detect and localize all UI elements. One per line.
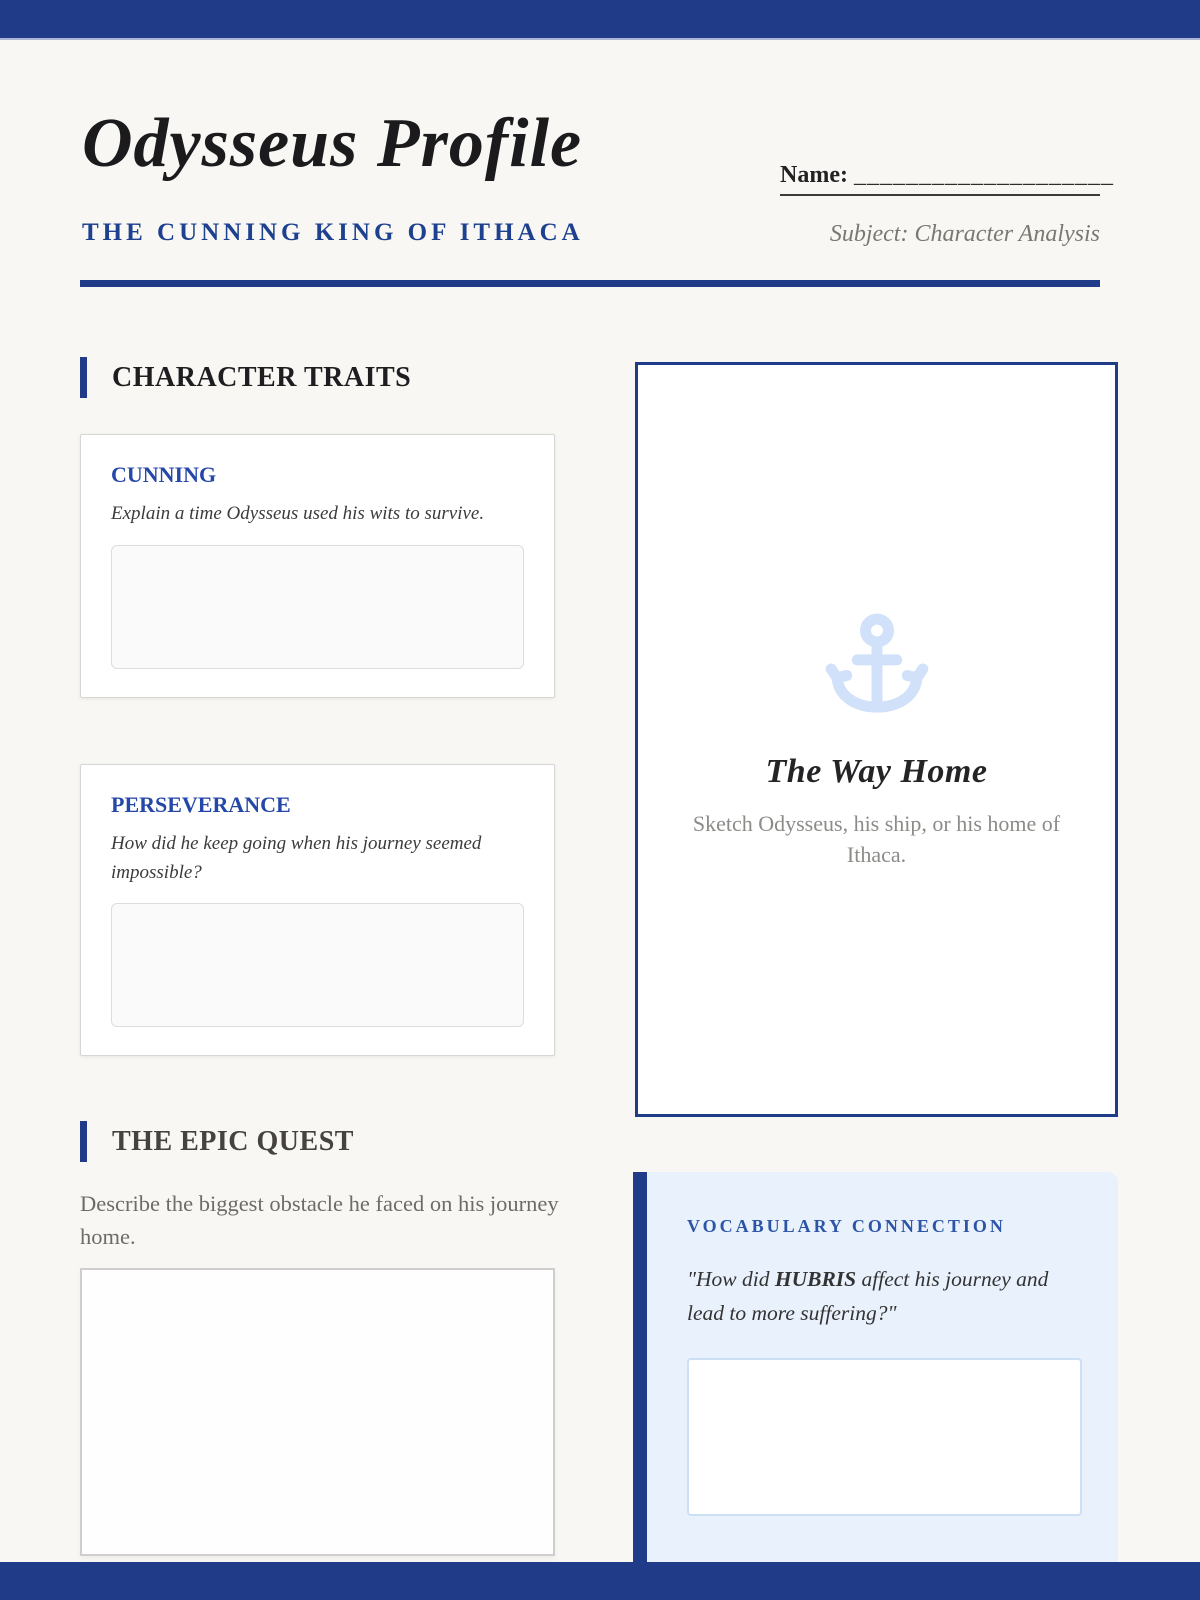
trait-card-title: CUNNING — [111, 462, 217, 487]
cunning-answer-box[interactable] — [111, 545, 524, 669]
name-label: Name: — [780, 162, 848, 188]
name-field[interactable] — [780, 162, 1114, 196]
hubris-term: HUBRIS — [774, 1267, 857, 1291]
top-accent-bar — [0, 0, 1200, 40]
sketch-caption: Sketch Odysseus, his ship, or his home of Ithaca. — [692, 810, 1061, 867]
section-heading-epic-quest — [80, 1121, 354, 1162]
trait-card-prompt: Explain a time Odysseus used his wits to survive. — [111, 503, 485, 524]
vocab-heading: VOCABULARY CONNECTION — [687, 1216, 1006, 1236]
vocab-panel — [633, 1172, 1118, 1562]
anchor-icon — [822, 609, 932, 719]
page-title: Odysseus Profile — [82, 105, 583, 182]
quest-prompt: Describe the biggest obstacle he faced on his journey home. — [80, 1191, 559, 1249]
sketch-title: The Way Home — [765, 752, 988, 790]
page-subtitle: THE CUNNING KING OF ITHACA — [82, 219, 584, 246]
section-heading-label: THE EPIC QUEST — [112, 1125, 354, 1157]
subject-label: Subject: Character Analysis — [829, 221, 1100, 247]
sketch-box[interactable] — [635, 362, 1118, 1117]
section-heading-character-traits — [80, 357, 411, 398]
section-accent-bar — [80, 357, 87, 398]
trait-card-perseverance — [80, 764, 555, 1056]
section-accent-bar — [80, 1121, 87, 1162]
trait-card-title: PERSEVERANCE — [111, 792, 291, 817]
vocab-quote-prefix: "How did — [687, 1267, 775, 1291]
quest-answer-box[interactable] — [80, 1268, 555, 1556]
vocab-answer-box[interactable] — [687, 1358, 1082, 1516]
trait-card-cunning — [80, 434, 555, 698]
bottom-accent-bar — [0, 1562, 1200, 1600]
section-heading-label: CHARACTER TRAITS — [112, 361, 412, 393]
header-divider — [80, 280, 1100, 287]
vocab-quote — [687, 1262, 1082, 1331]
vocab-quote-suffix: affect his journey and lead to more suffering?" — [687, 1267, 1049, 1326]
perseverance-answer-box[interactable] — [111, 903, 524, 1027]
trait-card-prompt: How did he keep going when his journey seemed impossible? — [111, 833, 482, 883]
name-blank-line: ____________________ — [853, 162, 1114, 188]
